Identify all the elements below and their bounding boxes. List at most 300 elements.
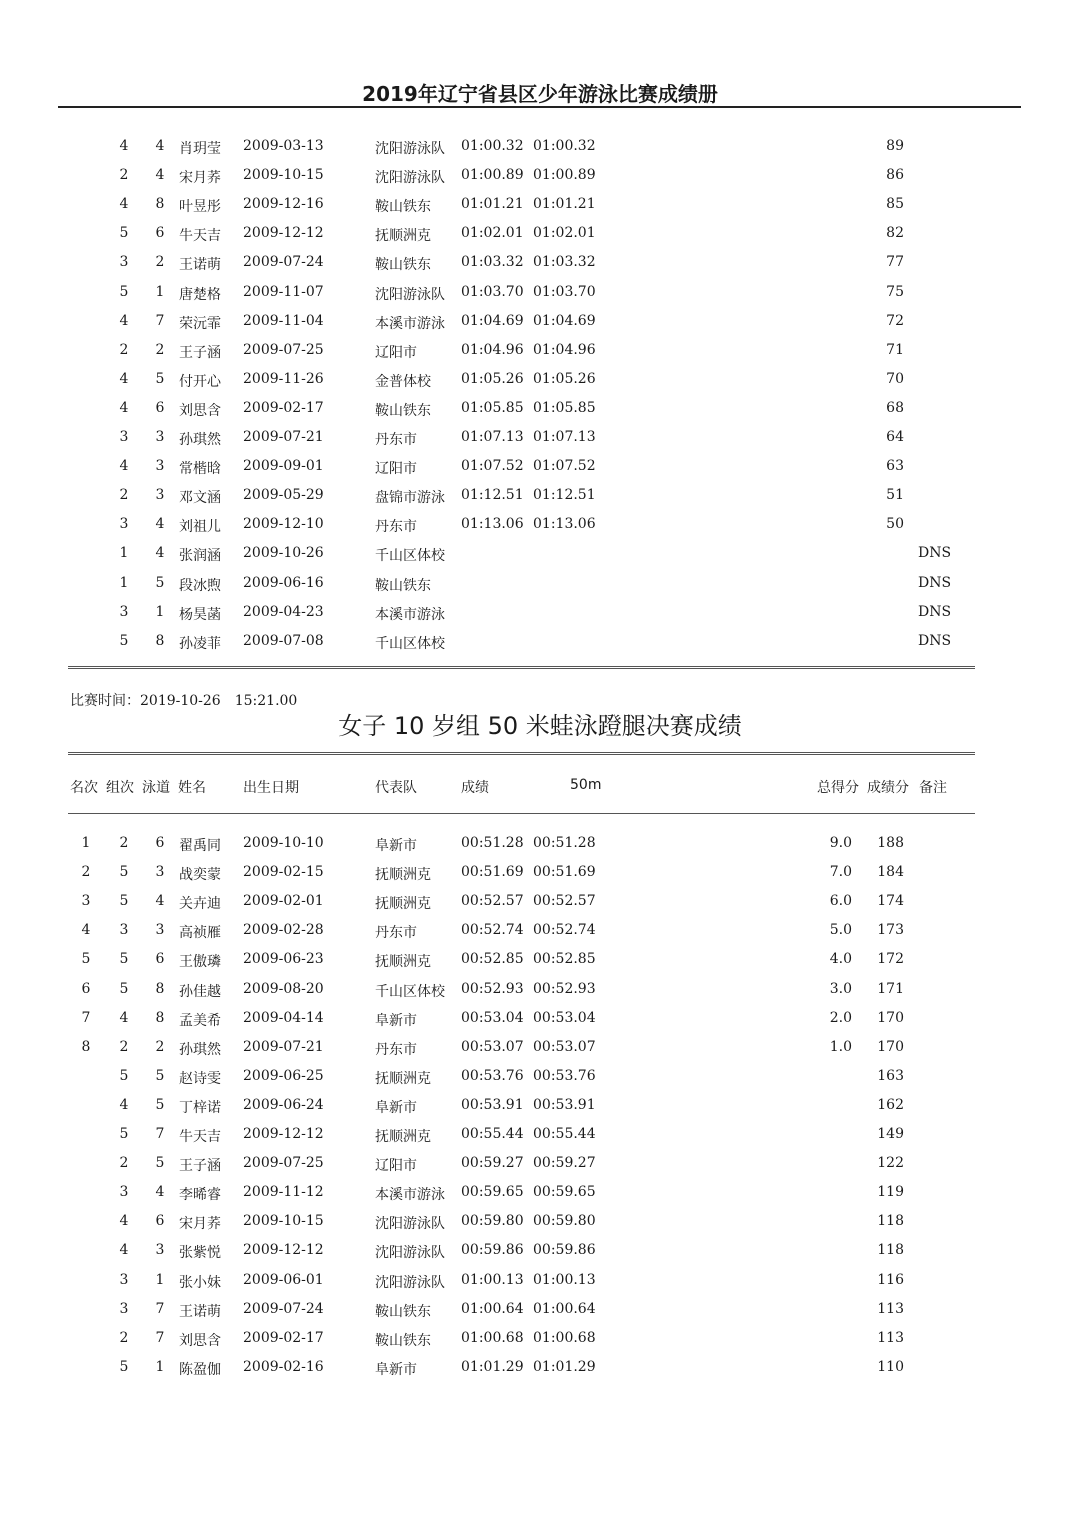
title-rule [58,106,1021,108]
cell-group: 3 [119,254,129,271]
results-header-row [0,777,1080,806]
cell-dob: 2009-07-24 [243,1300,324,1317]
table-row [0,342,1080,371]
cell-note: DNS [918,545,952,562]
cell-name: 付开心 [179,373,221,390]
cell-name: 肖玥莹 [179,141,221,157]
cell-group: 5 [119,1358,129,1375]
cell-dob: 2009-10-15 [243,167,324,184]
cell-name: 张小妹 [179,1274,221,1291]
cell-dob: 2009-07-21 [243,429,324,445]
cell-result: 00:59.80 [461,1213,524,1230]
cell-points: 162 [877,1096,904,1113]
header-name: 姓名 [178,780,206,796]
cell-result: 00:51.69 [461,864,524,881]
cell-points: 122 [877,1155,904,1172]
cell-dob: 2009-10-10 [243,835,324,851]
cell-team: 丹东市 [375,1041,417,1058]
cell-points: 113 [877,1329,904,1346]
cell-result: 01:05.26 [461,370,524,387]
cell-points: 184 [877,864,904,881]
cell-name: 赵诗雯 [179,1070,221,1087]
document-title: 2019年辽宁省县区少年游泳比赛成绩册 [362,82,718,106]
cell-split: 01:01.29 [533,1358,596,1375]
cell-team: 抚顺洲克 [375,954,431,971]
cell-group: 2 [119,167,129,184]
cell-team: 抚顺洲克 [375,867,431,884]
cell-dob: 2009-02-28 [243,922,324,939]
cell-dob: 2009-11-26 [243,370,324,387]
cell-team: 辽阳市 [375,461,417,478]
cell-dob: 2009-06-25 [243,1067,324,1084]
header-top-separator [68,752,975,755]
cell-name: 丁梓诺 [179,1099,221,1116]
cell-lane: 1 [155,1358,165,1375]
cell-dob: 2009-11-07 [243,283,324,300]
event-title: 女子 10 岁组 50 米蛙泳蹬腿决赛成绩 [338,712,742,740]
cell-split: 01:00.64 [533,1300,596,1317]
cell-group: 4 [119,1096,129,1113]
cell-points: 75 [886,283,904,300]
cell-lane: 7 [155,1126,165,1142]
cell-lane: 8 [155,980,165,997]
cell-team: 本溪市游泳 [375,315,445,332]
cell-dob: 2009-09-01 [243,458,324,475]
cell-dob: 2009-12-12 [243,1126,324,1142]
cell-team: 鞍山铁东 [375,257,431,274]
cell-name: 王子涵 [179,1158,221,1175]
cell-lane: 5 [155,574,165,591]
cell-split: 01:05.85 [533,399,596,416]
cell-rank: 5 [81,951,91,968]
cell-team: 抚顺洲克 [375,1129,431,1145]
header-group: 组次 [106,780,134,796]
cell-group: 1 [119,574,129,591]
cell-lane: 3 [155,864,165,881]
cell-lane: 6 [155,951,165,968]
cell-dob: 2009-02-17 [243,1329,324,1346]
cell-dob: 2009-06-23 [243,951,324,968]
table-row [0,371,1080,400]
cell-dob: 2009-05-29 [243,487,324,504]
table-row [0,835,1080,864]
table-row [0,196,1080,225]
cell-points: 51 [886,487,904,504]
cell-group: 3 [119,922,129,939]
cell-name: 孙凌菲 [179,635,221,652]
cell-dob: 2009-12-12 [243,225,324,242]
table-row [0,254,1080,283]
table-row [0,138,1080,167]
cell-lane: 6 [155,399,165,416]
cell-name: 常楷晗 [179,461,221,478]
cell-group: 3 [119,1300,129,1317]
cell-points: 118 [877,1213,904,1230]
cell-dob: 2009-10-26 [243,545,324,562]
cell-group: 1 [119,545,129,562]
cell-lane: 1 [155,283,165,300]
cell-team: 沈阳游泳队 [375,1274,445,1291]
cell-split: 00:53.04 [533,1009,596,1026]
cell-result: 00:59.27 [461,1155,524,1172]
cell-group: 5 [119,283,129,300]
cell-split: 00:52.93 [533,980,596,997]
cell-team: 沈阳游泳队 [375,170,445,187]
cell-team: 沈阳游泳队 [375,1245,445,1262]
header-team: 代表队 [375,780,417,796]
cell-group: 5 [119,1126,129,1142]
cell-lane: 2 [155,341,165,358]
table-row [0,604,1080,633]
cell-note: DNS [918,603,952,620]
cell-result: 00:52.57 [461,893,524,910]
cell-group: 2 [119,1329,129,1346]
cell-lane: 4 [155,893,165,910]
cell-lane: 6 [155,225,165,242]
cell-result: 01:00.32 [461,138,524,154]
header-total: 总得分 [817,780,859,796]
table-row [0,487,1080,516]
cell-dob: 2009-06-16 [243,574,324,591]
cell-split: 00:52.85 [533,951,596,968]
cell-group: 5 [119,225,129,242]
cell-split: 01:13.06 [533,516,596,533]
cell-team: 鞍山铁东 [375,1303,431,1320]
cell-team: 本溪市游泳 [375,1187,445,1204]
cell-group: 2 [119,341,129,358]
cell-split: 00:59.27 [533,1155,596,1172]
cell-points: 82 [886,225,904,242]
cell-group: 4 [119,1009,129,1026]
cell-group: 4 [119,1242,129,1259]
cell-result: 00:55.44 [461,1126,524,1142]
cell-team: 丹东市 [375,925,417,942]
cell-split: 01:00.89 [533,167,596,184]
table-row [0,1126,1080,1155]
cell-split: 01:07.13 [533,429,596,445]
table-row [0,633,1080,662]
cell-group: 4 [119,312,129,329]
cell-dob: 2009-02-01 [243,893,324,910]
table-row [0,284,1080,313]
cell-team: 沈阳游泳队 [375,1216,445,1233]
table-row [0,1213,1080,1242]
cell-result: 01:03.32 [461,254,524,271]
cell-lane: 4 [155,167,165,184]
cell-team: 沈阳游泳队 [375,141,445,157]
table-row [0,516,1080,545]
cell-group: 3 [119,1271,129,1288]
cell-lane: 1 [155,603,165,620]
cell-team: 千山区体校 [375,983,445,1000]
cell-dob: 2009-06-24 [243,1096,324,1113]
cell-name: 宋月荞 [179,170,221,187]
cell-team: 鞍山铁东 [375,577,431,594]
cell-split: 01:01.21 [533,196,596,213]
cell-split: 00:53.76 [533,1067,596,1084]
cell-group: 3 [119,429,129,445]
cell-rank: 7 [81,1009,91,1026]
cell-name: 牛天吉 [179,1129,221,1145]
cell-lane: 4 [155,516,165,533]
cell-result: 01:12.51 [461,487,524,504]
cell-team: 沈阳游泳队 [375,286,445,303]
cell-group: 5 [119,1067,129,1084]
cell-split: 00:51.28 [533,835,596,851]
cell-points: 71 [886,341,904,358]
cell-name: 陈盈伽 [179,1361,221,1378]
table-row [0,1155,1080,1184]
table-row [0,1242,1080,1271]
cell-group: 4 [119,196,129,213]
cell-dob: 2009-10-15 [243,1213,324,1230]
cell-result: 00:53.04 [461,1009,524,1026]
cell-total: 2.0 [829,1009,852,1026]
header-lane: 泳道 [142,780,170,796]
cell-lane: 8 [155,1009,165,1026]
cell-lane: 3 [155,429,165,445]
cell-team: 抚顺洲克 [375,896,431,913]
cell-team: 千山区体校 [375,548,445,565]
cell-result: 00:59.86 [461,1242,524,1259]
match-time: 比赛时间：2019-10-26 15:21.00 [70,693,298,709]
cell-split: 01:12.51 [533,487,596,504]
cell-dob: 2009-08-20 [243,980,324,997]
cell-rank: 2 [81,864,91,881]
cell-points: 149 [877,1126,904,1142]
cell-points: 174 [877,893,904,910]
cell-result: 00:53.76 [461,1067,524,1084]
cell-points: 173 [877,922,904,939]
cell-points: 70 [886,370,904,387]
cell-group: 2 [119,835,129,851]
table-row [0,1330,1080,1359]
cell-points: 64 [886,429,904,445]
cell-group: 2 [119,1038,129,1055]
cell-points: 113 [877,1300,904,1317]
cell-points: 172 [877,951,904,968]
cell-group: 3 [119,516,129,533]
cell-name: 战奕蒙 [179,867,221,884]
cell-points: 170 [877,1009,904,1026]
cell-total: 4.0 [829,951,852,968]
cell-name: 关卉迪 [179,896,221,913]
cell-points: 110 [877,1358,904,1375]
cell-result: 00:53.91 [461,1096,524,1113]
cell-name: 唐楚格 [179,286,221,303]
table-row [0,400,1080,429]
cell-lane: 3 [155,922,165,939]
cell-dob: 2009-11-12 [243,1184,324,1201]
cell-name: 王诺萌 [179,257,221,274]
cell-dob: 2009-02-15 [243,864,324,881]
section-separator [68,666,975,669]
cell-result: 01:01.29 [461,1358,524,1375]
table-row [0,575,1080,604]
cell-result: 01:00.68 [461,1329,524,1346]
cell-name: 李晞睿 [179,1187,221,1204]
cell-points: 118 [877,1242,904,1259]
table-row [0,1097,1080,1126]
table-row [0,225,1080,254]
cell-points: 63 [886,458,904,475]
cell-split: 00:53.91 [533,1096,596,1113]
cell-rank: 3 [81,893,91,910]
cell-split: 01:00.68 [533,1329,596,1346]
cell-result: 01:00.64 [461,1300,524,1317]
cell-name: 刘祖儿 [179,519,221,536]
header-result: 成绩 [461,780,489,796]
cell-split: 01:07.52 [533,458,596,475]
cell-lane: 5 [155,370,165,387]
cell-team: 丹东市 [375,432,417,448]
cell-points: 171 [877,980,904,997]
table-row [0,1301,1080,1330]
cell-team: 阜新市 [375,838,417,854]
cell-lane: 8 [155,632,165,649]
table-row [0,313,1080,342]
cell-name: 王子涵 [179,344,221,361]
cell-name: 王傲璘 [179,954,221,971]
table-row [0,1272,1080,1301]
cell-dob: 2009-07-24 [243,254,324,271]
cell-result: 01:05.85 [461,399,524,416]
cell-rank: 6 [81,980,91,997]
cell-group: 2 [119,1155,129,1172]
cell-group: 4 [119,458,129,475]
cell-team: 鞍山铁东 [375,199,431,216]
cell-total: 9.0 [829,835,852,851]
cell-result: 00:52.85 [461,951,524,968]
table-row [0,1068,1080,1097]
cell-split: 01:04.69 [533,312,596,329]
table-row [0,458,1080,487]
cell-points: 68 [886,399,904,416]
cell-lane: 6 [155,835,165,851]
cell-group: 4 [119,138,129,154]
header-note: 备注 [919,780,947,796]
cell-name: 叶昱彤 [179,199,221,216]
cell-points: 50 [886,516,904,533]
cell-lane: 1 [155,1271,165,1288]
cell-lane: 7 [155,1329,165,1346]
cell-points: 77 [886,254,904,271]
cell-result: 00:59.65 [461,1184,524,1201]
cell-points: 119 [877,1184,904,1201]
cell-lane: 2 [155,254,165,271]
cell-team: 盘锦市游泳 [375,490,445,507]
cell-points: 188 [877,835,904,851]
cell-result: 01:01.21 [461,196,524,213]
cell-dob: 2009-04-23 [243,603,324,620]
cell-split: 01:03.32 [533,254,596,271]
cell-dob: 2009-07-25 [243,1155,324,1172]
cell-split: 01:03.70 [533,283,596,300]
cell-total: 5.0 [829,922,852,939]
table-row [0,893,1080,922]
cell-result: 01:04.96 [461,341,524,358]
cell-split: 00:51.69 [533,864,596,881]
cell-rank: 4 [81,922,91,939]
cell-points: 170 [877,1038,904,1055]
cell-name: 宋月荞 [179,1216,221,1233]
cell-team: 抚顺洲克 [375,228,431,245]
cell-result: 00:52.93 [461,980,524,997]
cell-total: 3.0 [829,980,852,997]
cell-lane: 5 [155,1096,165,1113]
cell-team: 辽阳市 [375,344,417,361]
cell-name: 王诺萌 [179,1303,221,1320]
table-row [0,951,1080,980]
cell-team: 鞍山铁东 [375,402,431,419]
cell-total: 1.0 [829,1038,852,1055]
header-dob: 出生日期 [243,780,299,796]
cell-note: DNS [918,632,952,649]
cell-split: 00:52.74 [533,922,596,939]
cell-split: 01:00.13 [533,1271,596,1288]
cell-dob: 2009-02-16 [243,1358,324,1375]
cell-name: 段冰煦 [179,577,221,594]
cell-group: 3 [119,603,129,620]
cell-split: 00:59.80 [533,1213,596,1230]
cell-result: 00:51.28 [461,835,524,851]
table-row [0,429,1080,458]
cell-name: 荣沅霏 [179,315,221,332]
cell-name: 张紫悦 [179,1245,221,1262]
table-row [0,864,1080,893]
cell-dob: 2009-06-01 [243,1271,324,1288]
cell-dob: 2009-04-14 [243,1009,324,1026]
cell-points: 116 [877,1271,904,1288]
cell-dob: 2009-12-16 [243,196,324,213]
cell-team: 阜新市 [375,1012,417,1029]
cell-note: DNS [918,574,952,591]
cell-result: 01:02.01 [461,225,524,242]
cell-lane: 5 [155,1067,165,1084]
cell-dob: 2009-11-04 [243,312,324,329]
cell-split: 01:04.96 [533,341,596,358]
table-row [0,1184,1080,1213]
table-row [0,1359,1080,1388]
cell-split: 00:53.07 [533,1038,596,1055]
cell-group: 4 [119,1213,129,1230]
cell-dob: 2009-12-10 [243,516,324,533]
table-row [0,167,1080,196]
cell-dob: 2009-12-12 [243,1242,324,1259]
cell-team: 千山区体校 [375,635,445,652]
cell-name: 刘思含 [179,1332,221,1349]
header-points: 成绩分 [867,780,909,796]
cell-lane: 3 [155,458,165,475]
cell-group: 5 [119,632,129,649]
cell-name: 牛天吉 [179,228,221,245]
table-row [0,981,1080,1010]
cell-result: 01:03.70 [461,283,524,300]
cell-result: 01:04.69 [461,312,524,329]
cell-points: 86 [886,167,904,184]
table-row [0,1010,1080,1039]
cell-result: 01:00.13 [461,1271,524,1288]
cell-dob: 2009-03-13 [243,138,324,154]
table-row [0,922,1080,951]
cell-name: 孙佳越 [179,983,221,1000]
cell-lane: 4 [155,138,165,154]
cell-team: 丹东市 [375,519,417,536]
cell-dob: 2009-07-25 [243,341,324,358]
cell-dob: 2009-07-08 [243,632,324,649]
cell-team: 阜新市 [375,1099,417,1116]
cell-lane: 7 [155,1300,165,1317]
